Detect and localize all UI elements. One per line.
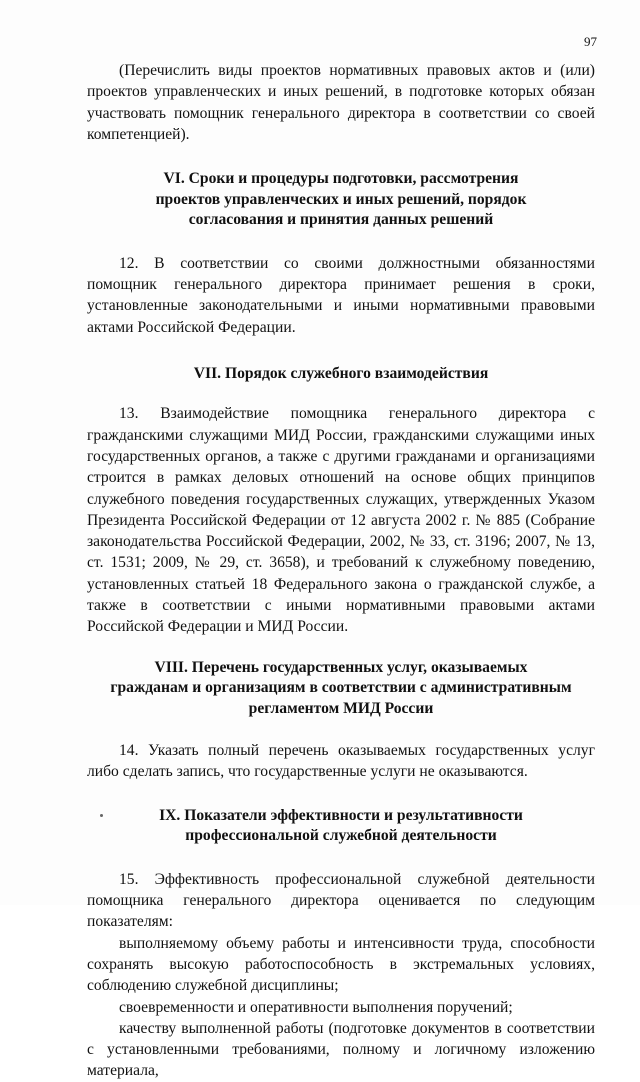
spacer <box>87 783 595 806</box>
section-heading-vii <box>87 364 595 385</box>
heading-line: VIII. Перечень государственных услуг, оказываемых <box>154 658 528 676</box>
paragraph-15: 15. Эффективность профессиональной служебной деятельности помощника генерального директора оценивается по следующим показателям: <box>87 870 595 931</box>
paragraph-12: 12. В соответствии со своими должностными обязанностями помощник генерального директора принимает решения в сроки, установленные законодательными и иными нормативными правовыми актами Российской Федерации. <box>87 254 595 336</box>
heading-line: IX. Показатели эффективности и результативности <box>159 806 523 824</box>
spacer <box>87 638 595 658</box>
spacer <box>87 384 595 403</box>
intro-paragraph: (Перечислить виды проектов нормативных правовых актов и (или) проектов управленческих и иных решений, в подготовке которых обязан участвовать помощник генерального директора в соответствии со своей компетенцией). <box>87 62 595 143</box>
paragraph-13: 13. Взаимодействие помощника генерального директора с гражданскими служащими МИД России, гражданскими служащими иных государственных органов, а также с другими гражданами и организациями строится в рамках деловых отношений на основе общих принципов служебного поведения государственных служащих, утвержденных Указом Президента Российской Федерации от 12 августа 2002 г. № 885 (Собрание законодательства Российской Федерации, 2002, № 33, ст. 3196; 2007, № 13, ст. 1531; 2009, № 29, ст. 3658), и требований к служебному поведению, установленных статьей 18 Федерального закона о гражданской службе, а также в соответствии с иными нормативными правовыми актами Российской Федерации и МИД России. <box>87 405 595 636</box>
heading-line: профессиональной служебной деятельности <box>185 827 497 845</box>
page-number: 97 <box>584 34 597 49</box>
heading-line: регламентом МИД России <box>248 699 434 717</box>
paragraph-14: 14. Указать полный перечень оказываемых государственных услуг либо сделать запись, что государственные услуги не оказываются. <box>87 742 595 781</box>
document-body <box>87 60 595 1082</box>
spacer <box>87 719 595 740</box>
criterion-item: качеству выполненной работы (подготовке документов в соответствии с установленными требованиями, полному и логичному изложению материала, <box>87 1019 595 1080</box>
spacer <box>87 338 595 364</box>
spacer <box>87 847 595 869</box>
criterion-item: своевременности и оперативности выполнения поручений; <box>119 998 513 1016</box>
heading-line: согласования и принятия данных решений <box>188 211 494 229</box>
section-heading-vi <box>87 169 595 231</box>
heading-line: VII. Порядок служебного взаимодействия <box>193 364 489 382</box>
scan-dot-mark <box>100 814 103 817</box>
criterion-item: выполняемому объему работы и интенсивности труда, способности сохранять высокую работоспособность в экстремальных условиях, соблюдению служебной дисциплины; <box>87 934 595 995</box>
spacer <box>87 231 595 253</box>
spacer <box>87 145 595 169</box>
section-heading-viii <box>87 658 595 720</box>
section-heading-ix <box>87 806 595 847</box>
heading-line: проектов управленческих и иных решений, порядок <box>155 190 527 208</box>
heading-line: VI. Сроки и процедуры подготовки, рассмотрения <box>163 170 519 188</box>
heading-line: гражданам и организациям в соответствии с административным <box>110 679 572 697</box>
